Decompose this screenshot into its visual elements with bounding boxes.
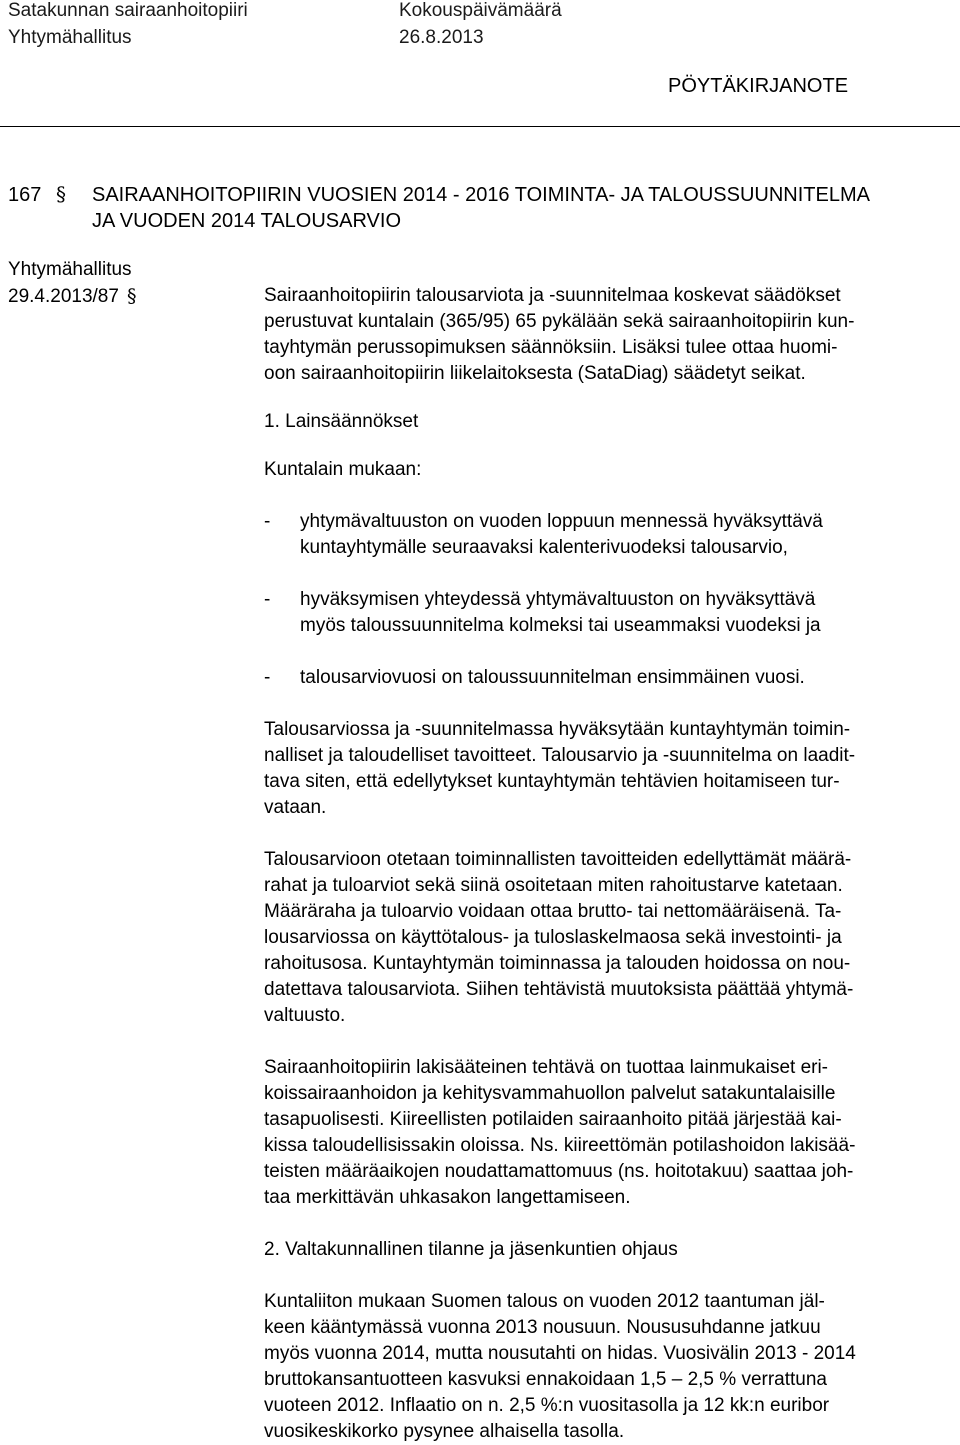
list-item bbox=[264, 587, 954, 639]
list-item-line: myös taloussuunnitelma kolmeksi tai useammaksi vuodeksi ja bbox=[300, 615, 821, 636]
previous-decision-reference bbox=[8, 256, 136, 310]
paragraph-line: koissairaanhoidon ja kehitysvammahuollon palvelut satakuntalaisille bbox=[264, 1083, 836, 1104]
paragraph-line: myös vuonna 2014, mutta nousutahti on hidas. Vuosivälin 2013 - 2014 bbox=[264, 1343, 856, 1364]
paragraph-line: datettava talousarviota. Siihen tehtävistä muutoksista päättää yhtymä- bbox=[264, 979, 854, 1000]
heading-legislation: 1. Lainsäännökset bbox=[264, 411, 419, 432]
section-number: 167 bbox=[8, 184, 42, 206]
meeting-date: 26.8.2013 bbox=[399, 27, 484, 48]
paragraph-line: lousarviossa on käyttötalous- ja tuloslaskelmaosa sekä investointi- ja bbox=[264, 927, 842, 948]
board-name: Yhtymähallitus bbox=[8, 27, 132, 48]
intro-line: Sairaanhoitopiirin talousarviota ja -suunnitelmaa koskevat säädökset bbox=[264, 285, 841, 306]
heading-national-situation: 2. Valtakunnallinen tilanne ja jäsenkuntien ohjaus bbox=[264, 1239, 678, 1260]
paragraph-line: tava siten, että edellytykset kuntayhtymän tehtävien hoitamiseen tur- bbox=[264, 771, 840, 792]
paragraph bbox=[264, 1055, 954, 1211]
document-body bbox=[264, 283, 954, 1445]
paragraph-line: Sairaanhoitopiirin lakisääteinen tehtävä on tuottaa lainmukaiset eri- bbox=[264, 1057, 829, 1078]
paragraph-line: Kuntaliiton mukaan Suomen talous on vuoden 2012 taantuman jäl- bbox=[264, 1291, 825, 1312]
list-item-line: talousarviovuosi on taloussuunnitelman ensimmäinen vuosi. bbox=[300, 667, 805, 688]
paragraph-line: valtuusto. bbox=[264, 1005, 346, 1026]
kuntalaki-label: Kuntalain mukaan: bbox=[264, 459, 422, 480]
list-dash: - bbox=[264, 667, 271, 688]
paragraph-line: rahat ja tuloarviot sekä siinä osoitetaan miten rahoitustarve katetaan. bbox=[264, 875, 843, 896]
paragraph-line: nalliset ja taloudelliset tavoitteet. Talousarvio ja -suunnitelma on laadit- bbox=[264, 745, 856, 766]
paragraph-line: rahoitusosa. Kuntayhtymän toiminnassa ja talouden hoidossa on nou- bbox=[264, 953, 851, 974]
section-title-line2: JA VUODEN 2014 TALOUSARVIO bbox=[92, 210, 402, 232]
meeting-date-label: Kokouspäivämäärä bbox=[399, 0, 562, 21]
paragraph bbox=[264, 1289, 954, 1445]
list-item bbox=[264, 665, 954, 691]
paragraph-line: tasapuolisesti. Kiireellisten potilaiden sairaanhoito pitää järjestää kai- bbox=[264, 1109, 842, 1130]
header-divider bbox=[0, 126, 960, 127]
organization-name: Satakunnan sairaanhoitopiiri bbox=[8, 0, 248, 21]
paragraph-line: vuosikeskikorko pysynee alhaisella tasolla. bbox=[264, 1421, 625, 1442]
list-item bbox=[264, 509, 954, 561]
intro-line: tayhtymän perussopimuksen säännöksiin. Lisäksi tulee ottaa huomi- bbox=[264, 337, 838, 358]
reference-symbol: § bbox=[126, 285, 137, 307]
list-dash: - bbox=[264, 511, 271, 532]
section-title-line1: SAIRAANHOITOPIIRIN VUOSIEN 2014 - 2016 TOIMINTA- JA TALOUSSUUNNITELMA bbox=[92, 184, 870, 206]
paragraph-line: kissa taloudellisissakin oloissa. Ns. kiireettömän potilashoidon lakisää- bbox=[264, 1135, 856, 1156]
paragraph-line: Talousarvioon otetaan toiminnallisten tavoitteiden edellyttämät määrä- bbox=[264, 849, 852, 870]
paragraph-line: taa merkittävän uhkasakon langettamiseen. bbox=[264, 1187, 631, 1208]
intro-line: oon sairaanhoitopiirin liikelaitoksesta (SataDiag) säädetyt seikat. bbox=[264, 363, 806, 384]
list-item-line: kuntayhtymälle seuraavaksi kalenterivuodeksi talousarvio, bbox=[300, 537, 788, 558]
list-item-line: yhtymävaltuuston on vuoden loppuun mennessä hyväksyttävä bbox=[300, 511, 823, 532]
paragraph bbox=[264, 847, 954, 1029]
list-item-line: hyväksymisen yhteydessä yhtymävaltuuston on hyväksyttävä bbox=[300, 589, 816, 610]
reference-case bbox=[8, 283, 136, 310]
reference-board: Yhtymähallitus bbox=[8, 259, 132, 280]
paragraph-line: Määräraha ja tuloarvio voidaan ottaa brutto- tai nettomääräisenä. Ta- bbox=[264, 901, 842, 922]
paragraph-line: teisten määräaikojen noudattamattomuus (ns. hoitotakuu) saattaa joh- bbox=[264, 1161, 854, 1182]
paragraph-line: bruttokansantuotteen kasvuksi ennakoidaan 1,5 – 2,5 % verrattuna bbox=[264, 1369, 827, 1390]
section-title bbox=[8, 181, 958, 234]
paragraph-line: vataan. bbox=[264, 797, 327, 818]
section-symbol: § bbox=[56, 182, 66, 206]
document-type: PÖYTÄKIRJANOTE bbox=[668, 75, 849, 97]
list-dash: - bbox=[264, 589, 271, 610]
paragraph-line: vuoteen 2012. Inflaatio on n. 2,5 %:n vuositasolla ja 12 kk:n euribor bbox=[264, 1395, 830, 1416]
paragraph-line: keen kääntymässä vuonna 2013 nousuun. Noususuhdanne jatkuu bbox=[264, 1317, 821, 1338]
paragraph bbox=[264, 717, 954, 821]
intro-line: perustuvat kuntalain (365/95) 65 pykälään sekä sairaanhoitopiirin kun- bbox=[264, 311, 855, 332]
intro-paragraph bbox=[264, 283, 954, 387]
paragraph-line: Talousarviossa ja -suunnitelmassa hyväksytään kuntayhtymän toimin- bbox=[264, 719, 851, 740]
reference-case-number: 29.4.2013/87 bbox=[8, 286, 119, 307]
